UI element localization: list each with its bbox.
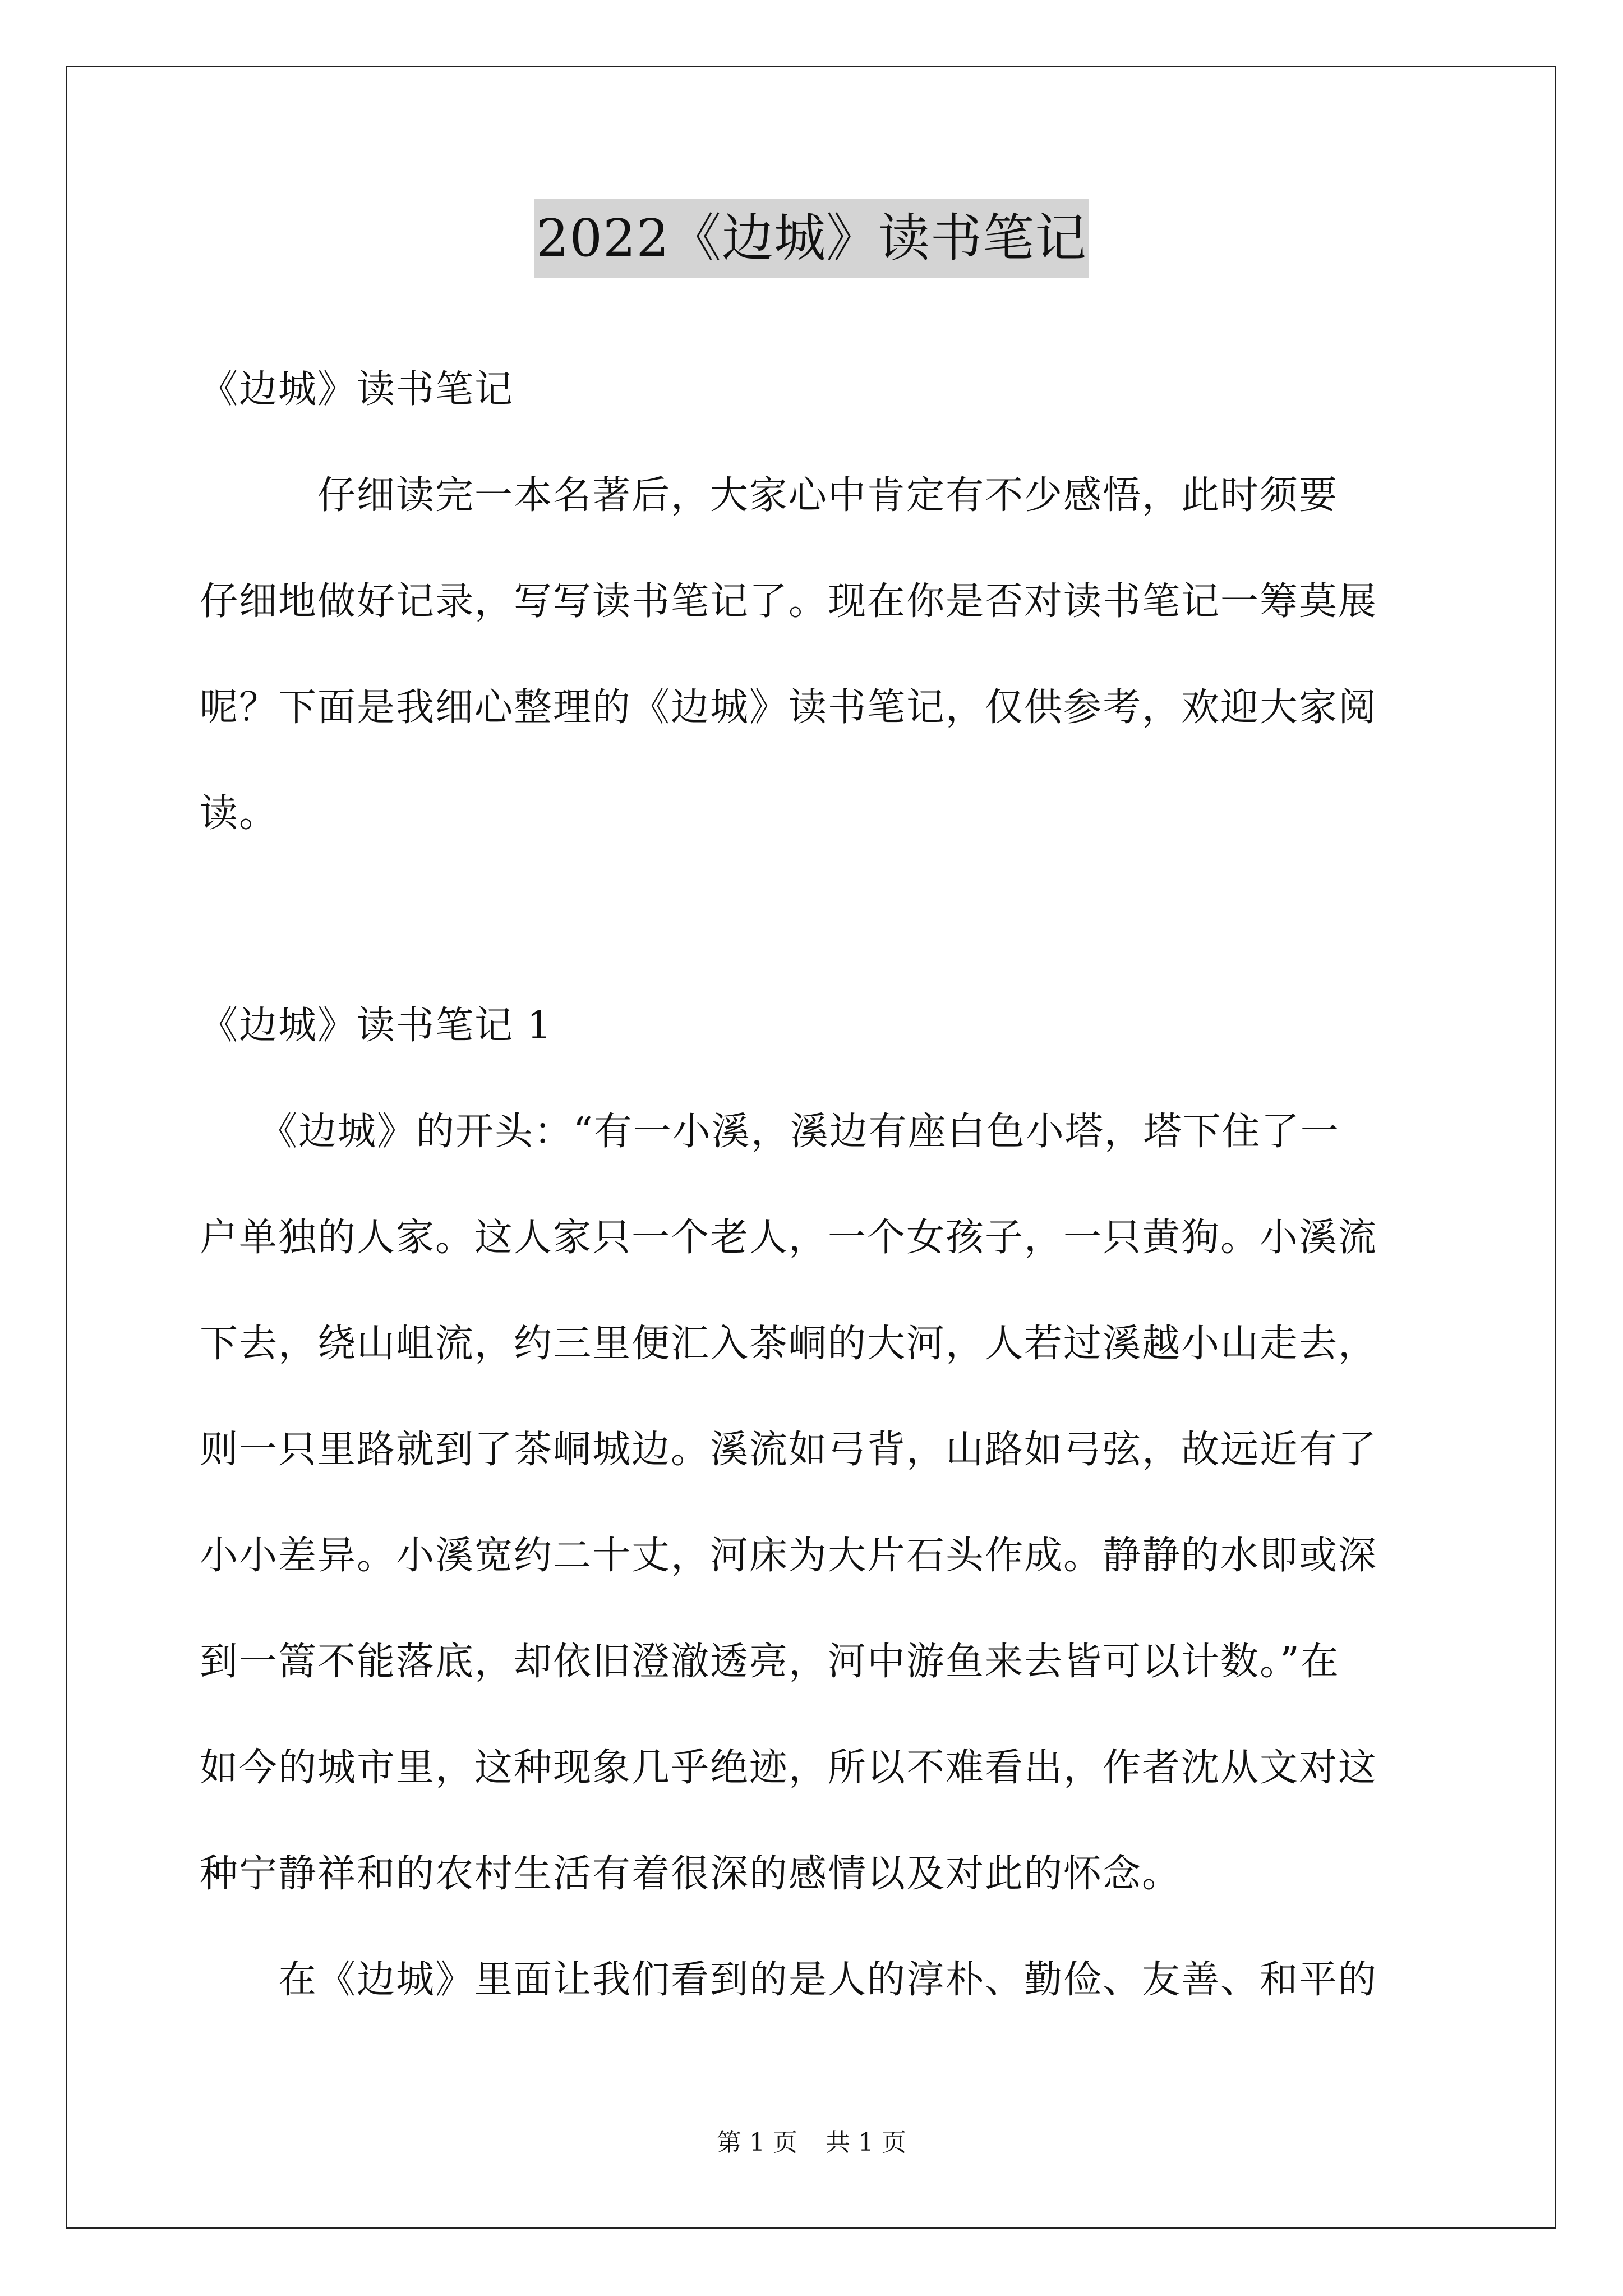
body-line: 呢？下面是我细心整理的《边城》读书笔记，仅供参考，欢迎大家阅 <box>200 685 1378 730</box>
page-footer <box>0 2126 1623 2160</box>
body-line: 在《边城》里面让我们看到的是人的淳朴、勤俭、友善、和平的 <box>200 1958 1378 2002</box>
body-line: 种宁静祥和的农村生活有着很深的感情以及对此的怀念。 <box>200 1852 1182 1896</box>
section-heading: 《边城》读书笔记 <box>200 367 514 412</box>
body-line: 《边城》的开头：“有一小溪，溪边有座白色小塔，塔下住了一 <box>200 1110 1340 1154</box>
body-line: 读。 <box>200 792 279 836</box>
body-line: 如今的城市里，这种现象几乎绝迹，所以不难看出，作者沈从文对这 <box>200 1746 1378 1790</box>
body-line: 户单独的人家。这人家只一个老人，一个女孩子，一只黄狗。小溪流 <box>200 1216 1378 1260</box>
page-number: 第 1 页 <box>717 2128 797 2157</box>
body-line: 到一篙不能落底，却依旧澄澈透亮，河中游鱼来去皆可以计数。”在 <box>200 1640 1340 1684</box>
body-line: 则一只里路就到了茶峒城边。溪流如弓背，山路如弓弦，故远近有了 <box>200 1428 1378 1472</box>
body-line: 仔细读完一本名著后，大家心中肯定有不少感悟，此时须要 <box>200 473 1339 518</box>
body-line: 仔细地做好记录，写写读书笔记了。现在你是否对读书笔记一筹莫展 <box>200 579 1378 624</box>
body-line: 下去，绕山岨流，约三里便汇入茶峒的大河，人若过溪越小山走去， <box>200 1322 1378 1366</box>
document-body <box>200 337 1433 2033</box>
paragraph-gap <box>200 867 1433 973</box>
page-total: 共 1 页 <box>826 2128 906 2157</box>
body-line: 小小差异。小溪宽约二十丈，河床为大片石头作成。静静的水即或深 <box>200 1534 1378 1578</box>
section-heading: 《边城》读书笔记 1 <box>200 1004 552 1048</box>
document-title: 2022《边城》读书笔记 <box>534 199 1089 278</box>
title-container <box>0 199 1623 278</box>
